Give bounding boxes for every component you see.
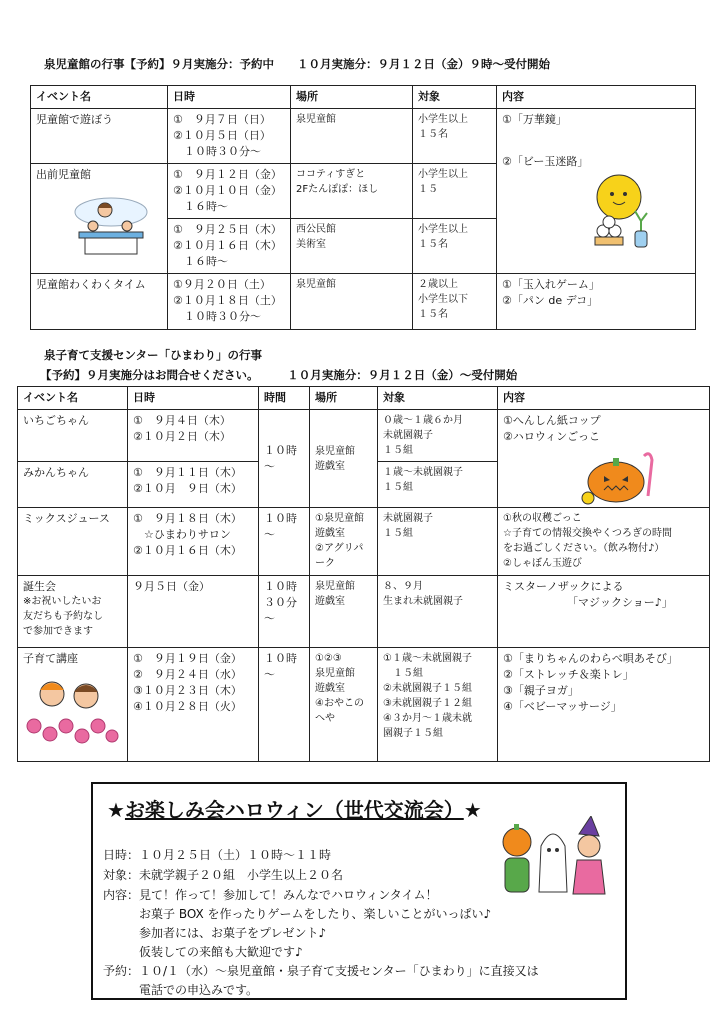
- event-target: ①１歳～未就園親子 １５組 ②未就園親子１５組 ③未就園親子１２組 ④３か月～１歳未就 園親子１５組: [378, 648, 498, 762]
- event-target: １歳～未就園親子 １５組: [378, 462, 498, 508]
- event-name: ミックスジュース: [18, 508, 128, 576]
- pumpkin-illustration: [578, 446, 658, 508]
- event-time: １０時 ～: [259, 410, 310, 508]
- halloween-title: ★お楽しみ会ハロウィン（世代交流会）★: [107, 798, 482, 822]
- event-place: ココティすぎと 2Fたんぽぽ：ほし: [291, 164, 413, 219]
- moon-illustration: [589, 169, 659, 249]
- halloween-reservation: 予約：１０/１（水）～泉児童館・泉子育て支援センター「ひまわり」に直接又は: [103, 964, 539, 978]
- col-event-name: イベント名: [18, 387, 128, 410]
- event-name: みかんちゃん: [18, 462, 128, 508]
- event-place: ①泉児童館 遊戯室 ②アグリパ ーク: [310, 508, 378, 576]
- table-row: [31, 109, 696, 164]
- event-target: 未就園親子 １５組: [378, 508, 498, 576]
- event-target: ２歳以上 小学生以下 １５名: [413, 274, 497, 330]
- col-content: 内容: [498, 387, 710, 410]
- event-content: ①へんしん紙コップ ②ハロウィンごっこ: [498, 410, 710, 508]
- event-target: ０歳～１歳６か月 未就園親子 １５組: [378, 410, 498, 462]
- event-place: 泉児童館: [291, 274, 413, 330]
- col-event-name: イベント名: [31, 86, 168, 109]
- event-dates: ①９月２０日（土） ②１０月１８日（土） １０時３０分～: [168, 274, 291, 330]
- event-time: １０時 ～: [259, 648, 310, 762]
- costume-kids-illustration: [495, 816, 611, 900]
- halloween-content-2: お菓子 BOX を作ったりゲームをしたり、楽しいことがいっぱい♪: [103, 907, 492, 921]
- table-row: [18, 410, 710, 462]
- event-content: ①秋の収穫ごっこ ☆子育ての情報交換やくつろぎの時間 をお過ごしください。（飲み物付♪） ②しゃぼん玉遊び: [498, 508, 710, 576]
- col-place: 場所: [310, 387, 378, 410]
- event-time: １０時 ～: [259, 508, 310, 576]
- event-target: 小学生以上 １５名: [413, 219, 497, 274]
- event-name: 出前児童館: [31, 164, 168, 274]
- event-dates: ９月５日（金）: [128, 576, 259, 648]
- col-datetime: 日時: [128, 387, 259, 410]
- event-dates: ① ９月１８日（木） ☆ひまわりサロン ②１０月１６日（木）: [128, 508, 259, 576]
- event-name: いちごちゃん: [18, 410, 128, 462]
- col-place: 場所: [291, 86, 413, 109]
- event-dates: ① ９月１１日（木） ②１０月 ９日（木）: [128, 462, 259, 508]
- table-row: [18, 508, 710, 576]
- halloween-target: 対象：未就学親子２０組 小学生以上２０名: [103, 868, 344, 882]
- table-row: [18, 576, 710, 648]
- kids-flowers-illustration: [24, 674, 120, 750]
- event-target: 小学生以上 １５名: [413, 109, 497, 164]
- event-target: ８、９月 生まれ未就園親子: [378, 576, 498, 648]
- section2-subheader: 【予約】９月実施分はお問合せください。 １０月実施分：９月１２日（金）～受付開始: [40, 368, 518, 382]
- table-row: [18, 648, 710, 762]
- event-place: 泉児童館 遊戯室: [310, 576, 378, 648]
- halloween-content: 内容：見て！作って！参加して！みんなでハロウィンタイム！: [103, 888, 438, 902]
- halloween-date: 日時：１０月２５日（土）１０時～１１時: [103, 848, 332, 862]
- halloween-content-4: 仮装しての来館も大歓迎です♪: [103, 945, 303, 959]
- event-place: 泉児童館: [291, 109, 413, 164]
- event-time: １０時 ３０分 ～: [259, 576, 310, 648]
- event-dates: ① ９月１９日（金） ② ９月２４日（水） ③１０月２３日（木） ④１０月２８日（火）: [128, 648, 259, 762]
- halloween-reservation-2: 電話での申込みです。: [103, 983, 259, 997]
- event-name: 子育て講座: [18, 648, 128, 762]
- event-name: 誕生会 ※お祝いしたいお 友だちも予約なし で参加できます: [18, 576, 128, 648]
- event-place: 泉児童館 遊戯室: [310, 410, 378, 508]
- col-time: 時間: [259, 387, 310, 410]
- halloween-event-box: [91, 782, 627, 1000]
- support-center-events-table: [17, 386, 710, 762]
- event-dates: ① ９月２５日（木） ②１０月１６日（木） １６時～: [168, 219, 291, 274]
- event-content: ミスターノザックによる 「マジックショー♪」: [498, 576, 710, 648]
- event-place: ①②③ 泉児童館 遊戯室 ④おやこの へや: [310, 648, 378, 762]
- col-datetime: 日時: [168, 86, 291, 109]
- col-content: 内容: [497, 86, 696, 109]
- event-dates: ① ９月４日（木） ②１０月２日（木）: [128, 410, 259, 462]
- event-content: ①「万華鏡」 ②「ビー玉迷路」: [497, 109, 696, 274]
- event-place: 西公民館 美術室: [291, 219, 413, 274]
- table-row: [31, 274, 696, 330]
- children-hall-events-table: [30, 85, 696, 330]
- event-target: 小学生以上 １５: [413, 164, 497, 219]
- section1-header: 泉児童館の行事【予約】９月実施分：予約中 １０月実施分：９月１２日（金）９時～受付開始: [44, 57, 550, 71]
- event-dates: ① ９月１２日（金） ②１０月１０日（金） １６時～: [168, 164, 291, 219]
- halloween-content-3: 参加者には、お菓子をプレゼント♪: [103, 926, 327, 940]
- event-name: 児童館で遊ぼう: [31, 109, 168, 164]
- section2-header: 泉子育て支援センター「ひまわり」の行事: [44, 348, 263, 362]
- kids-crafting-illustration: [71, 196, 151, 258]
- event-dates: ① ９月７日（日） ②１０月５日（日） １０時３０分～: [168, 109, 291, 164]
- col-target: 対象: [413, 86, 497, 109]
- event-name: 児童館わくわくタイム: [31, 274, 168, 330]
- event-content: ①「玉入れゲーム」 ②「パン de デコ」: [497, 274, 696, 330]
- col-target: 対象: [378, 387, 498, 410]
- event-content: ①「まりちゃんのわらべ唄あそび」 ②「ストレッチ＆楽トレ」 ③「親子ヨガ」 ④「ベビーマッサージ」: [498, 648, 710, 762]
